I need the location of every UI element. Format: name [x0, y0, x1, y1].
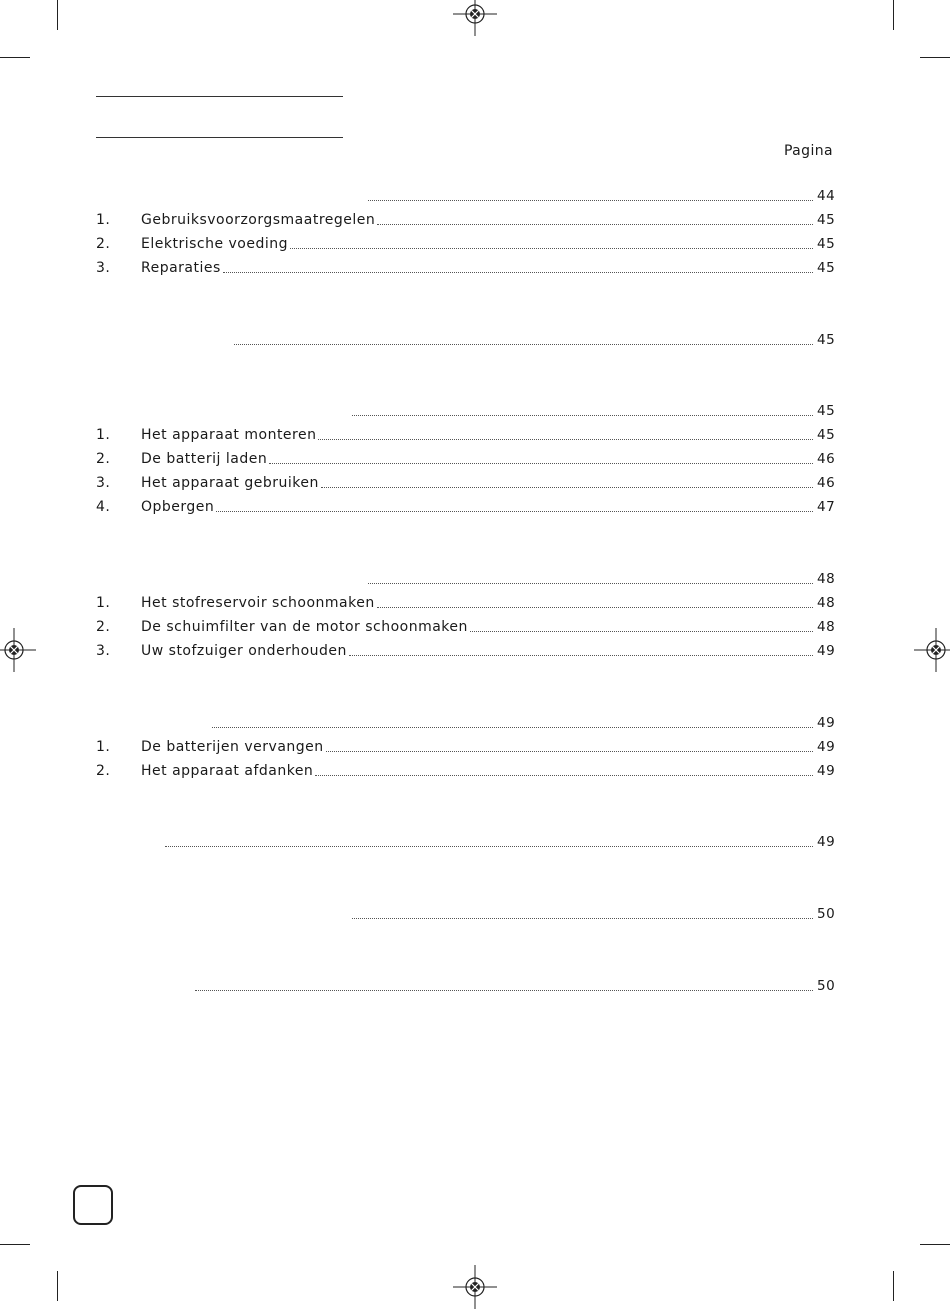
page-number: 45 [817, 212, 836, 228]
registration-mark-icon [0, 628, 36, 672]
item-title: De batterij laden [141, 451, 268, 467]
dot-leader [377, 223, 813, 225]
item-number: 2. [96, 236, 111, 252]
page-number: 46 [817, 475, 836, 491]
dot-leader [212, 726, 813, 728]
toc-heading-row[interactable] [96, 834, 835, 858]
toc-item[interactable] [96, 260, 835, 284]
page-number: 49 [817, 715, 836, 731]
item-title: Elektrische voeding [141, 236, 289, 252]
page-number: 48 [817, 619, 836, 635]
toc-item[interactable] [96, 595, 835, 619]
dot-leader [368, 582, 813, 584]
page-number: 49 [817, 834, 836, 850]
toc-heading-row[interactable] [96, 978, 835, 1002]
dot-leader [352, 414, 813, 416]
page-number: 50 [817, 978, 836, 994]
toc-heading-row[interactable] [96, 403, 835, 427]
toc-section [96, 188, 835, 284]
dot-leader [352, 917, 813, 919]
item-number: 1. [96, 427, 111, 443]
item-number: 3. [96, 260, 111, 276]
crop-mark [0, 57, 30, 58]
dot-leader [165, 845, 813, 847]
toc-section [96, 715, 835, 787]
item-title: Het apparaat afdanken [141, 763, 314, 779]
item-title: Reparaties [141, 260, 221, 276]
item-number: 2. [96, 619, 111, 635]
item-number: 3. [96, 643, 111, 659]
crop-mark [893, 1271, 894, 1301]
toc-heading-row[interactable] [96, 571, 835, 595]
dot-leader [269, 462, 813, 464]
crop-mark [893, 0, 894, 30]
page-number: 48 [817, 571, 836, 587]
page-number: 45 [817, 403, 836, 419]
toc-heading-row[interactable] [96, 332, 835, 356]
registration-mark-icon [453, 0, 497, 36]
dot-leader [318, 438, 813, 440]
dot-leader [290, 247, 813, 249]
page-number: 45 [817, 332, 836, 348]
language-tab-box [73, 1185, 113, 1225]
toc-item[interactable] [96, 763, 835, 787]
dot-leader [315, 774, 813, 776]
toc-item[interactable] [96, 643, 835, 667]
toc-section [96, 906, 835, 930]
toc-item[interactable] [96, 619, 835, 643]
item-title: Het stofreservoir schoonmaken [141, 595, 375, 611]
page-number: 49 [817, 739, 836, 755]
toc-item[interactable] [96, 451, 835, 475]
item-title: Uw stofzuiger onderhouden [141, 643, 347, 659]
page-number: 49 [817, 763, 836, 779]
dot-leader [326, 750, 813, 752]
page-number: 44 [817, 188, 836, 204]
toc-heading-row[interactable] [96, 906, 835, 930]
item-title: Het apparaat monteren [141, 427, 317, 443]
item-title: De batterijen vervangen [141, 739, 324, 755]
registration-mark-icon [914, 628, 950, 672]
page-number: 48 [817, 595, 836, 611]
toc-section [96, 332, 835, 356]
toc-section [96, 403, 835, 523]
item-number: 2. [96, 763, 111, 779]
crop-mark [0, 1244, 30, 1245]
toc-section [96, 834, 835, 858]
toc-item[interactable] [96, 212, 835, 236]
page-number: 49 [817, 643, 836, 659]
item-number: 1. [96, 212, 111, 228]
crop-mark [57, 0, 58, 30]
toc-section [96, 571, 835, 667]
dot-leader [321, 486, 813, 488]
toc-heading-row[interactable] [96, 188, 835, 212]
dot-leader [470, 630, 813, 632]
toc-item[interactable] [96, 739, 835, 763]
table-of-contents [96, 188, 835, 1002]
dot-leader [195, 989, 813, 991]
toc-item[interactable] [96, 499, 835, 523]
crop-mark [57, 1271, 58, 1301]
item-title: De schuimfilter van de motor schoonmaken [141, 619, 468, 635]
crop-mark [920, 57, 950, 58]
toc-item[interactable] [96, 427, 835, 451]
page-column-label: Pagina [783, 143, 833, 159]
item-number: 3. [96, 475, 111, 491]
page-number: 50 [817, 906, 836, 922]
crop-mark [920, 1244, 950, 1245]
dot-leader [223, 271, 813, 273]
dot-leader [234, 343, 813, 345]
item-number: 1. [96, 595, 111, 611]
page-number: 45 [817, 260, 836, 276]
dot-leader [216, 510, 813, 512]
item-title: Opbergen [141, 499, 215, 515]
page-number: 45 [817, 427, 836, 443]
dot-leader [349, 654, 813, 656]
item-title: Gebruiksvoorzorgsmaatregelen [141, 212, 376, 228]
page-number: 45 [817, 236, 836, 252]
toc-section [96, 978, 835, 1002]
item-number: 1. [96, 739, 111, 755]
toc-item[interactable] [96, 475, 835, 499]
page-number: 46 [817, 451, 836, 467]
dot-leader [368, 199, 813, 201]
header-rule [96, 96, 343, 97]
page-number: 47 [817, 499, 836, 515]
item-title: Het apparaat gebruiken [141, 475, 319, 491]
item-number: 2. [96, 451, 111, 467]
header-rule [96, 137, 343, 138]
item-number: 4. [96, 499, 111, 515]
dot-leader [377, 606, 813, 608]
toc-heading-row[interactable] [96, 715, 835, 739]
toc-item[interactable] [96, 236, 835, 260]
registration-mark-icon [453, 1265, 497, 1309]
